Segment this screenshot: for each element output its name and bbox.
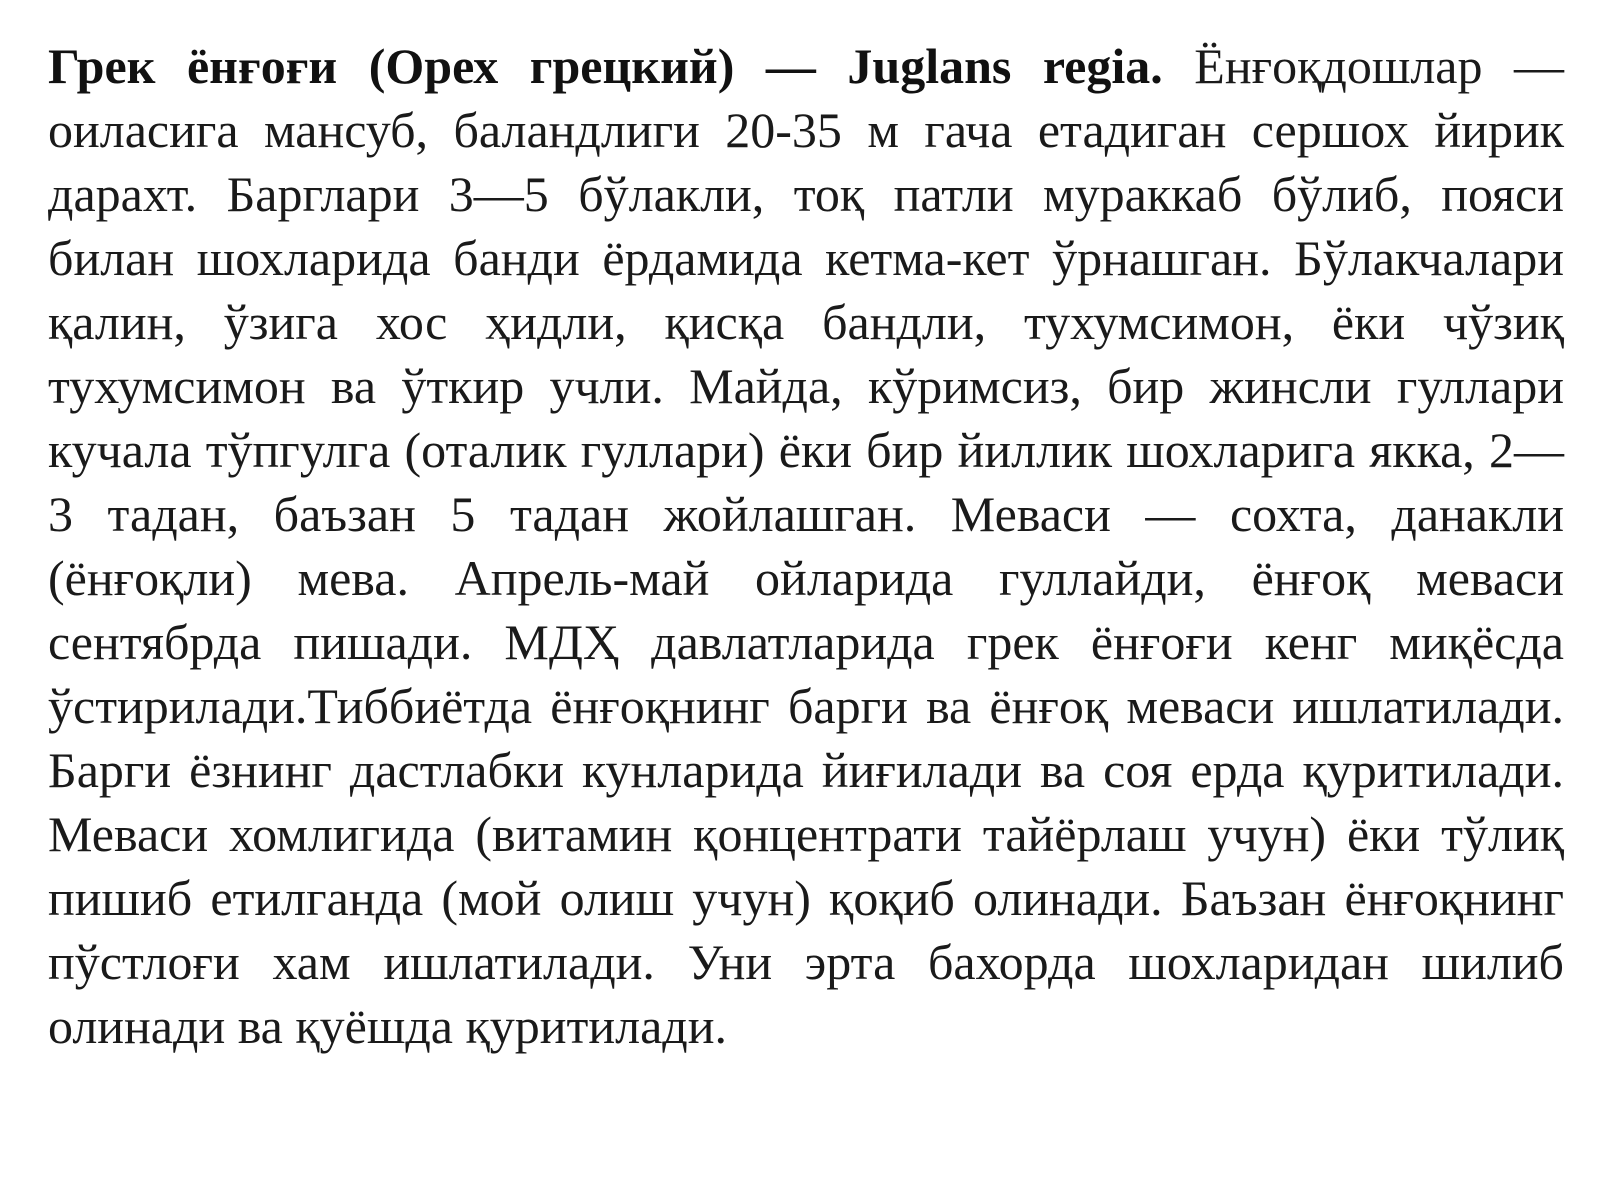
article-lead-title: Грек ёнғоғи (Орех грецкий) — Juglans regia. [48,38,1163,94]
document-page [48,34,1564,1058]
article-paragraph [48,34,1564,1058]
article-body-text: Ёнғоқдошлар — оиласига мансуб, баландлиги 20-35 м гача етадиган сершох йирик дарахт. Барглари 3—5 бўлакли, тоқ патли мураккаб бўлиб, пояси билан шохларида банди ёрдамида кетма-кет ўрнашган. Бўлакчалари қалин, ўзига хос ҳидли, қисқа бандли, тухумсимон, ёки чўзиқ тухумсимон ва ўткир учли. Майда, кўримсиз, бир жинсли гуллари кучала тўпгулга (оталик гуллари) ёки бир йиллик шохларига якка, 2—3 тадан, баъзан 5 тадан жойлашган. Меваси — сохта, данакли (ёнғоқли) мева. Апрель-май ойларида гуллайди, ёнғоқ меваси сентябрда пишади. МДҲ давлатларида грек ёнғоғи кенг миқёсда ўстирилади.Тиббиётда ёнғоқнинг барги ва ёнғоқ меваси ишлатилади. Барги ёзнинг дастлабки кунларида йиғилади ва соя ерда қуритилади. Меваси хомлигида (витамин қонцентрати тайёрлаш учун) ёки тўлиқ пишиб етилганда (мой олиш учун) қоқиб олинади. Баъзан ёнғоқнинг пўстлоғи хам ишлатилади. Уни эрта бахорда шохларидан шилиб олинади ва қуёшда қуритилади. [48,38,1564,1054]
